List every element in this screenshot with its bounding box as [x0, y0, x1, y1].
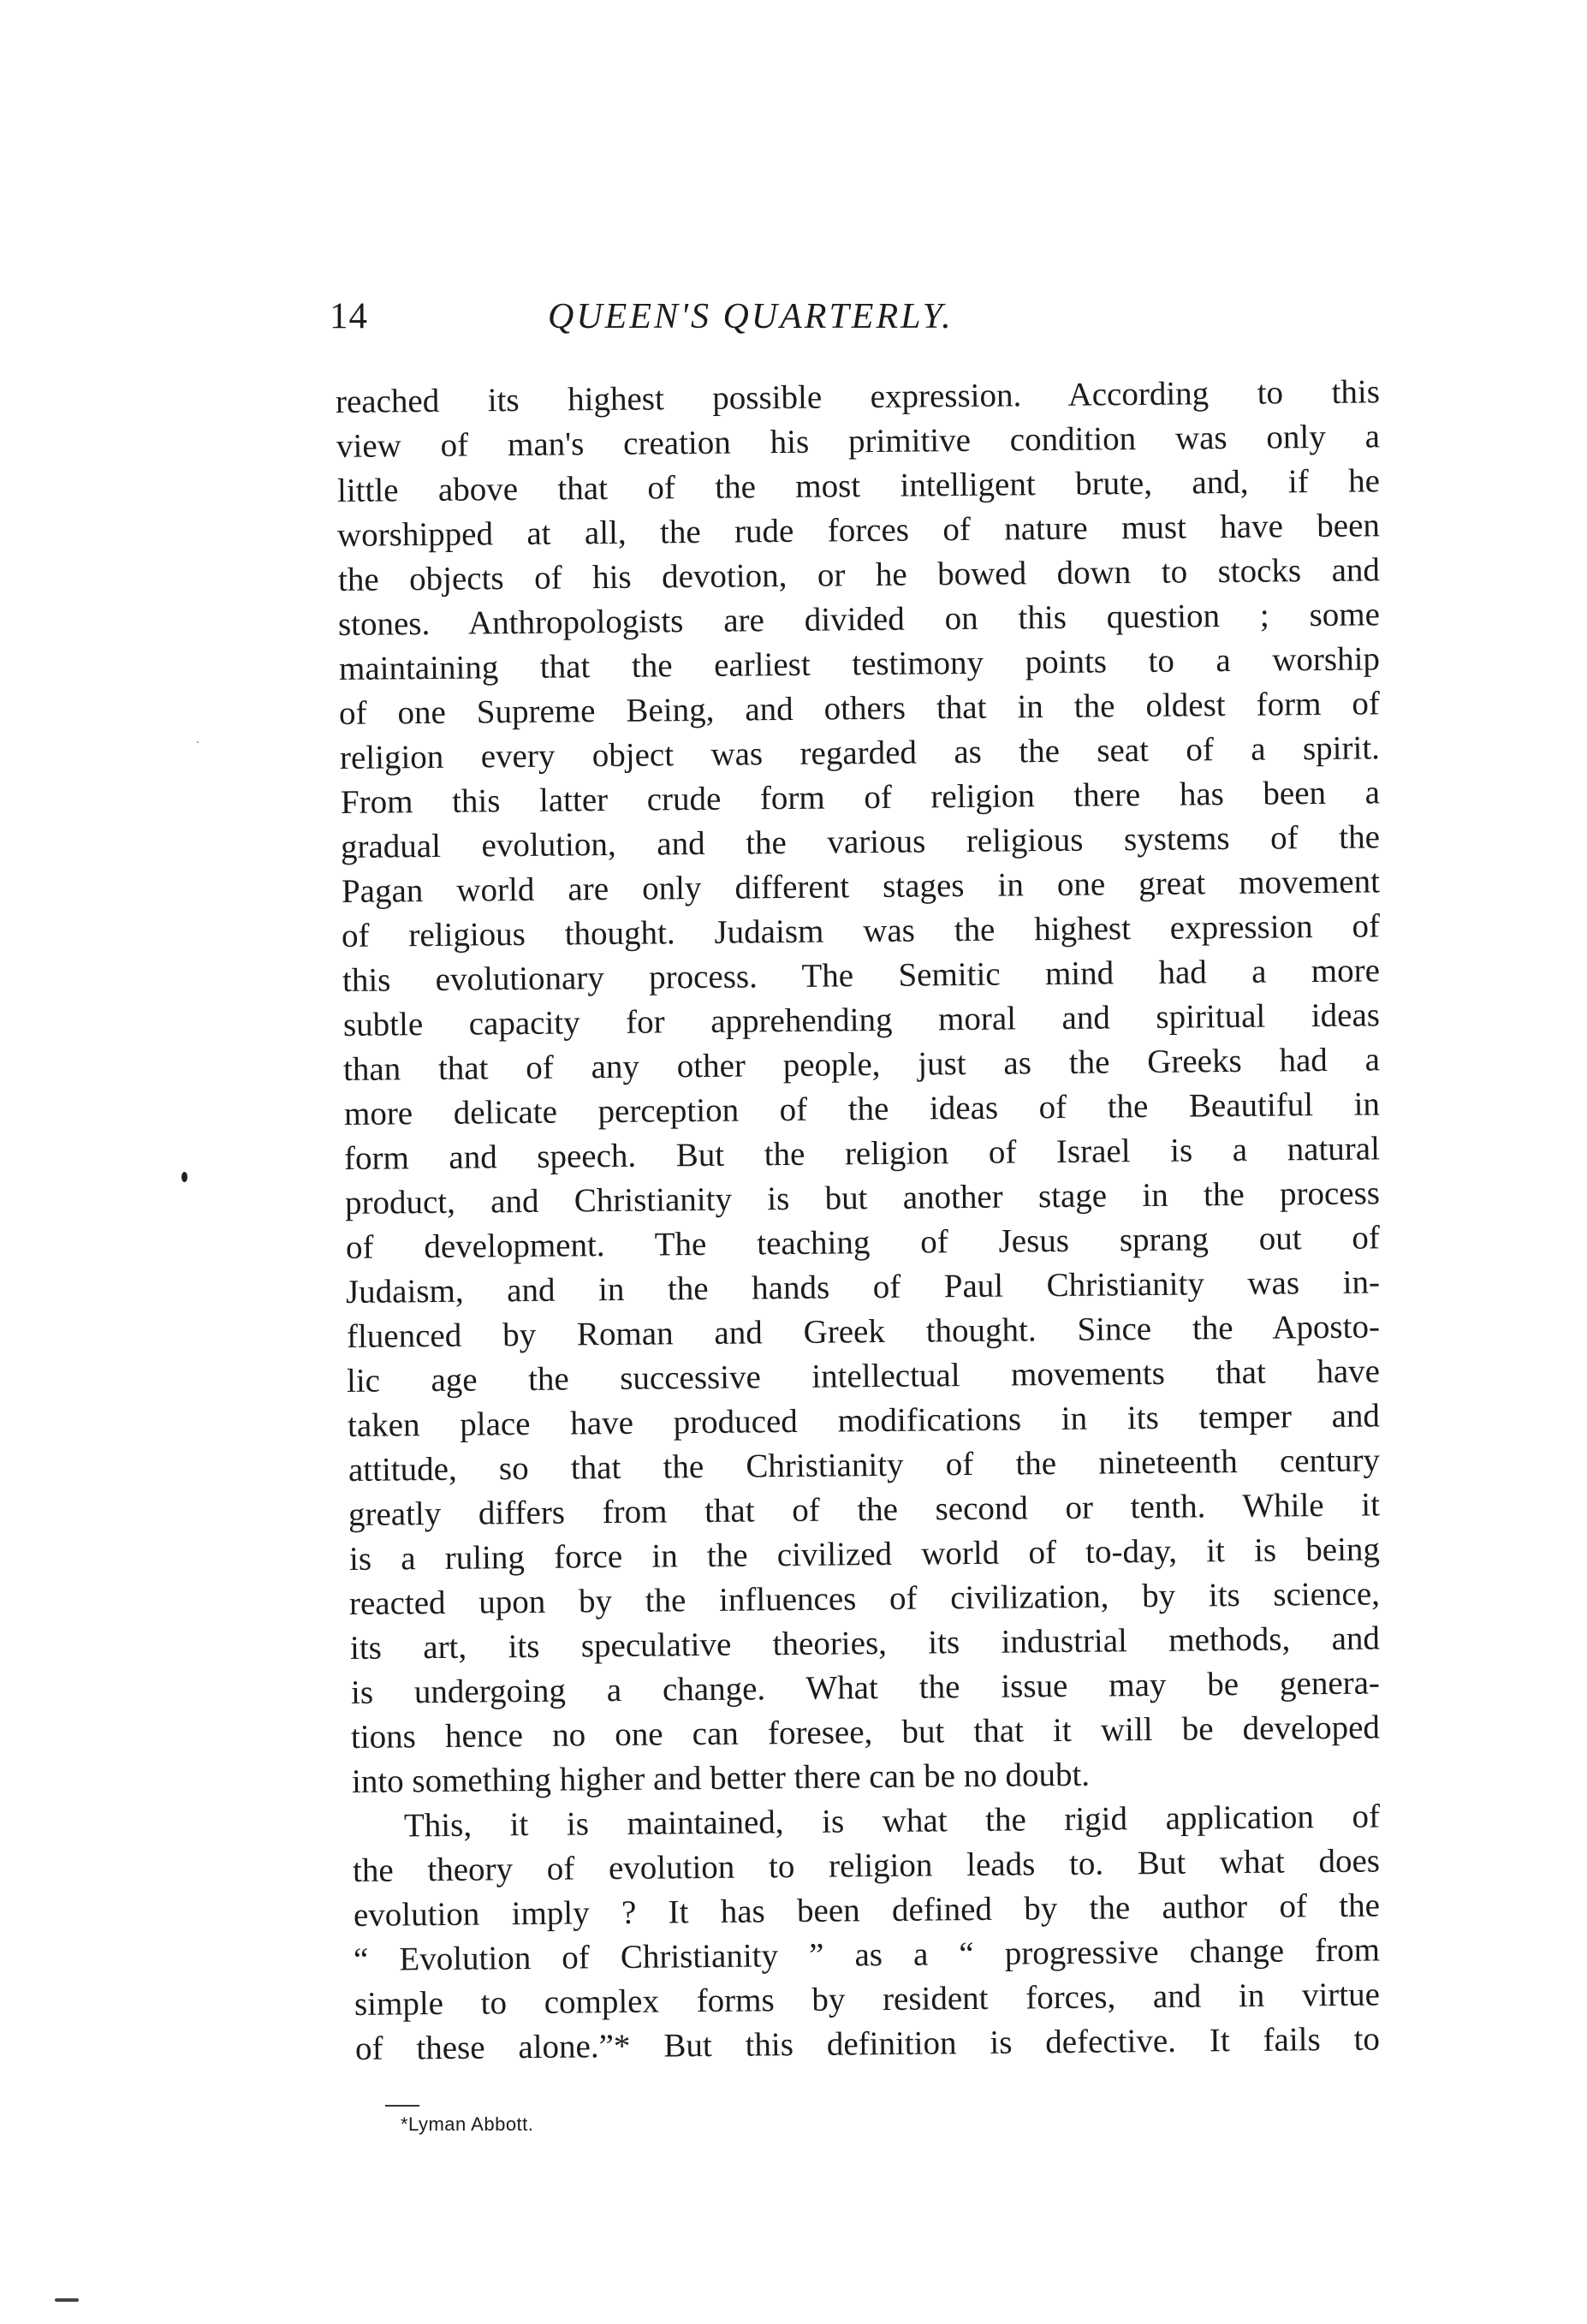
text-line: religion every object was regarded as the seat of a spirit. — [339, 729, 1381, 776]
footnote-rule — [385, 2105, 419, 2107]
text-line: this evolutionary process. The Semitic mind had a more — [342, 952, 1381, 999]
text-line: reacted upon by the influences of civilization, by its science, — [348, 1575, 1381, 1622]
scan-artifact-mark — [55, 2298, 79, 2302]
page-number: 14 — [330, 296, 368, 336]
text-line: evolution imply ? It has been defined by the author of the — [353, 1887, 1381, 1934]
text-line: than that of any other people, just as the Greeks had a — [342, 1041, 1381, 1088]
text-line: taken place have produced modifications in its temper and — [347, 1397, 1381, 1444]
text-line: lic age the successive intellectual movements that have — [346, 1352, 1381, 1400]
text-line: into something higher and better there can be no doubt. — [351, 1756, 1091, 1800]
text-line: greatly differs from that of the second or tenth. While it — [348, 1486, 1381, 1533]
text-line: is undergoing a change. What the issue may be genera- — [350, 1664, 1381, 1711]
text-line: of one Supreme Being, and others that in the oldest form of — [338, 685, 1381, 732]
text-line: reached its highest possible expression. According to this — [335, 373, 1381, 420]
text-line: simple to complex forms by resident forces, and in virtue — [354, 1976, 1381, 2023]
text-line: of these alone.”* But this definition is defective. It fails to — [354, 2020, 1381, 2067]
text-line: subtle capacity for apprehending moral and spiritual ideas — [342, 996, 1381, 1043]
text-line: Pagan world are only different stages in one great movement — [341, 863, 1381, 910]
body-text — [335, 373, 1381, 2071]
text-line: fluenced by Roman and Greek thought. Since the Aposto- — [346, 1308, 1381, 1355]
margin-ink-dot — [181, 1172, 187, 1182]
ink-speck — [197, 741, 199, 743]
text-line: product, and Christianity is but another stage in the process — [344, 1174, 1381, 1221]
text-line: form and speech. But the religion of Israel is a natural — [343, 1130, 1381, 1177]
footnote: *Lyman Abbott. — [401, 2113, 534, 2135]
text-line: the theory of evolution to religion leads to. But what does — [352, 1842, 1381, 1889]
text-line: of religious thought. Judaism was the highest expression of — [341, 907, 1381, 954]
text-line: maintaining that the earliest testimony points to a worship — [338, 640, 1381, 687]
running-head: QUEEN'S QUARTERLY. — [548, 297, 954, 336]
text-line: tions hence no one can foresee, but that it will be developed — [350, 1709, 1381, 1756]
text-line: the objects of his devotion, or he bowed down to stocks and — [337, 551, 1381, 598]
text-line: gradual evolution, and the various religious systems of the — [340, 818, 1381, 865]
text-line: little above that of the most intelligent brute, and, if he — [336, 462, 1381, 509]
text-line: of development. The teaching of Jesus sprang out of — [345, 1219, 1381, 1266]
text-line: From this latter crude form of religion there has been a — [340, 774, 1381, 821]
text-line: stones. Anthropologists are divided on this question ; some — [337, 596, 1381, 643]
page-header — [0, 291, 1587, 342]
text-line: more delicate perception of the ideas of the Beautiful in — [343, 1085, 1381, 1132]
text-line: “ Evolution of Christianity ” as a “ progressive change from — [353, 1931, 1381, 1978]
text-line: is a ruling force in the civilized world of to-day, it is being — [348, 1531, 1381, 1578]
text-line: Judaism, and in the hands of Paul Christianity was in- — [345, 1263, 1381, 1311]
text-line: its art, its speculative theories, its industrial methods, and — [349, 1620, 1381, 1667]
text-line: worshipped at all, the rude forces of nature must have been — [336, 507, 1381, 554]
text-line: attitude, so that the Christianity of the nineteenth century — [348, 1441, 1381, 1489]
text-line: view of man's creation his primitive condition was only a — [336, 418, 1381, 465]
paragraph-first-line: This, it is maintained, is what the rigid application of — [403, 1798, 1381, 1845]
